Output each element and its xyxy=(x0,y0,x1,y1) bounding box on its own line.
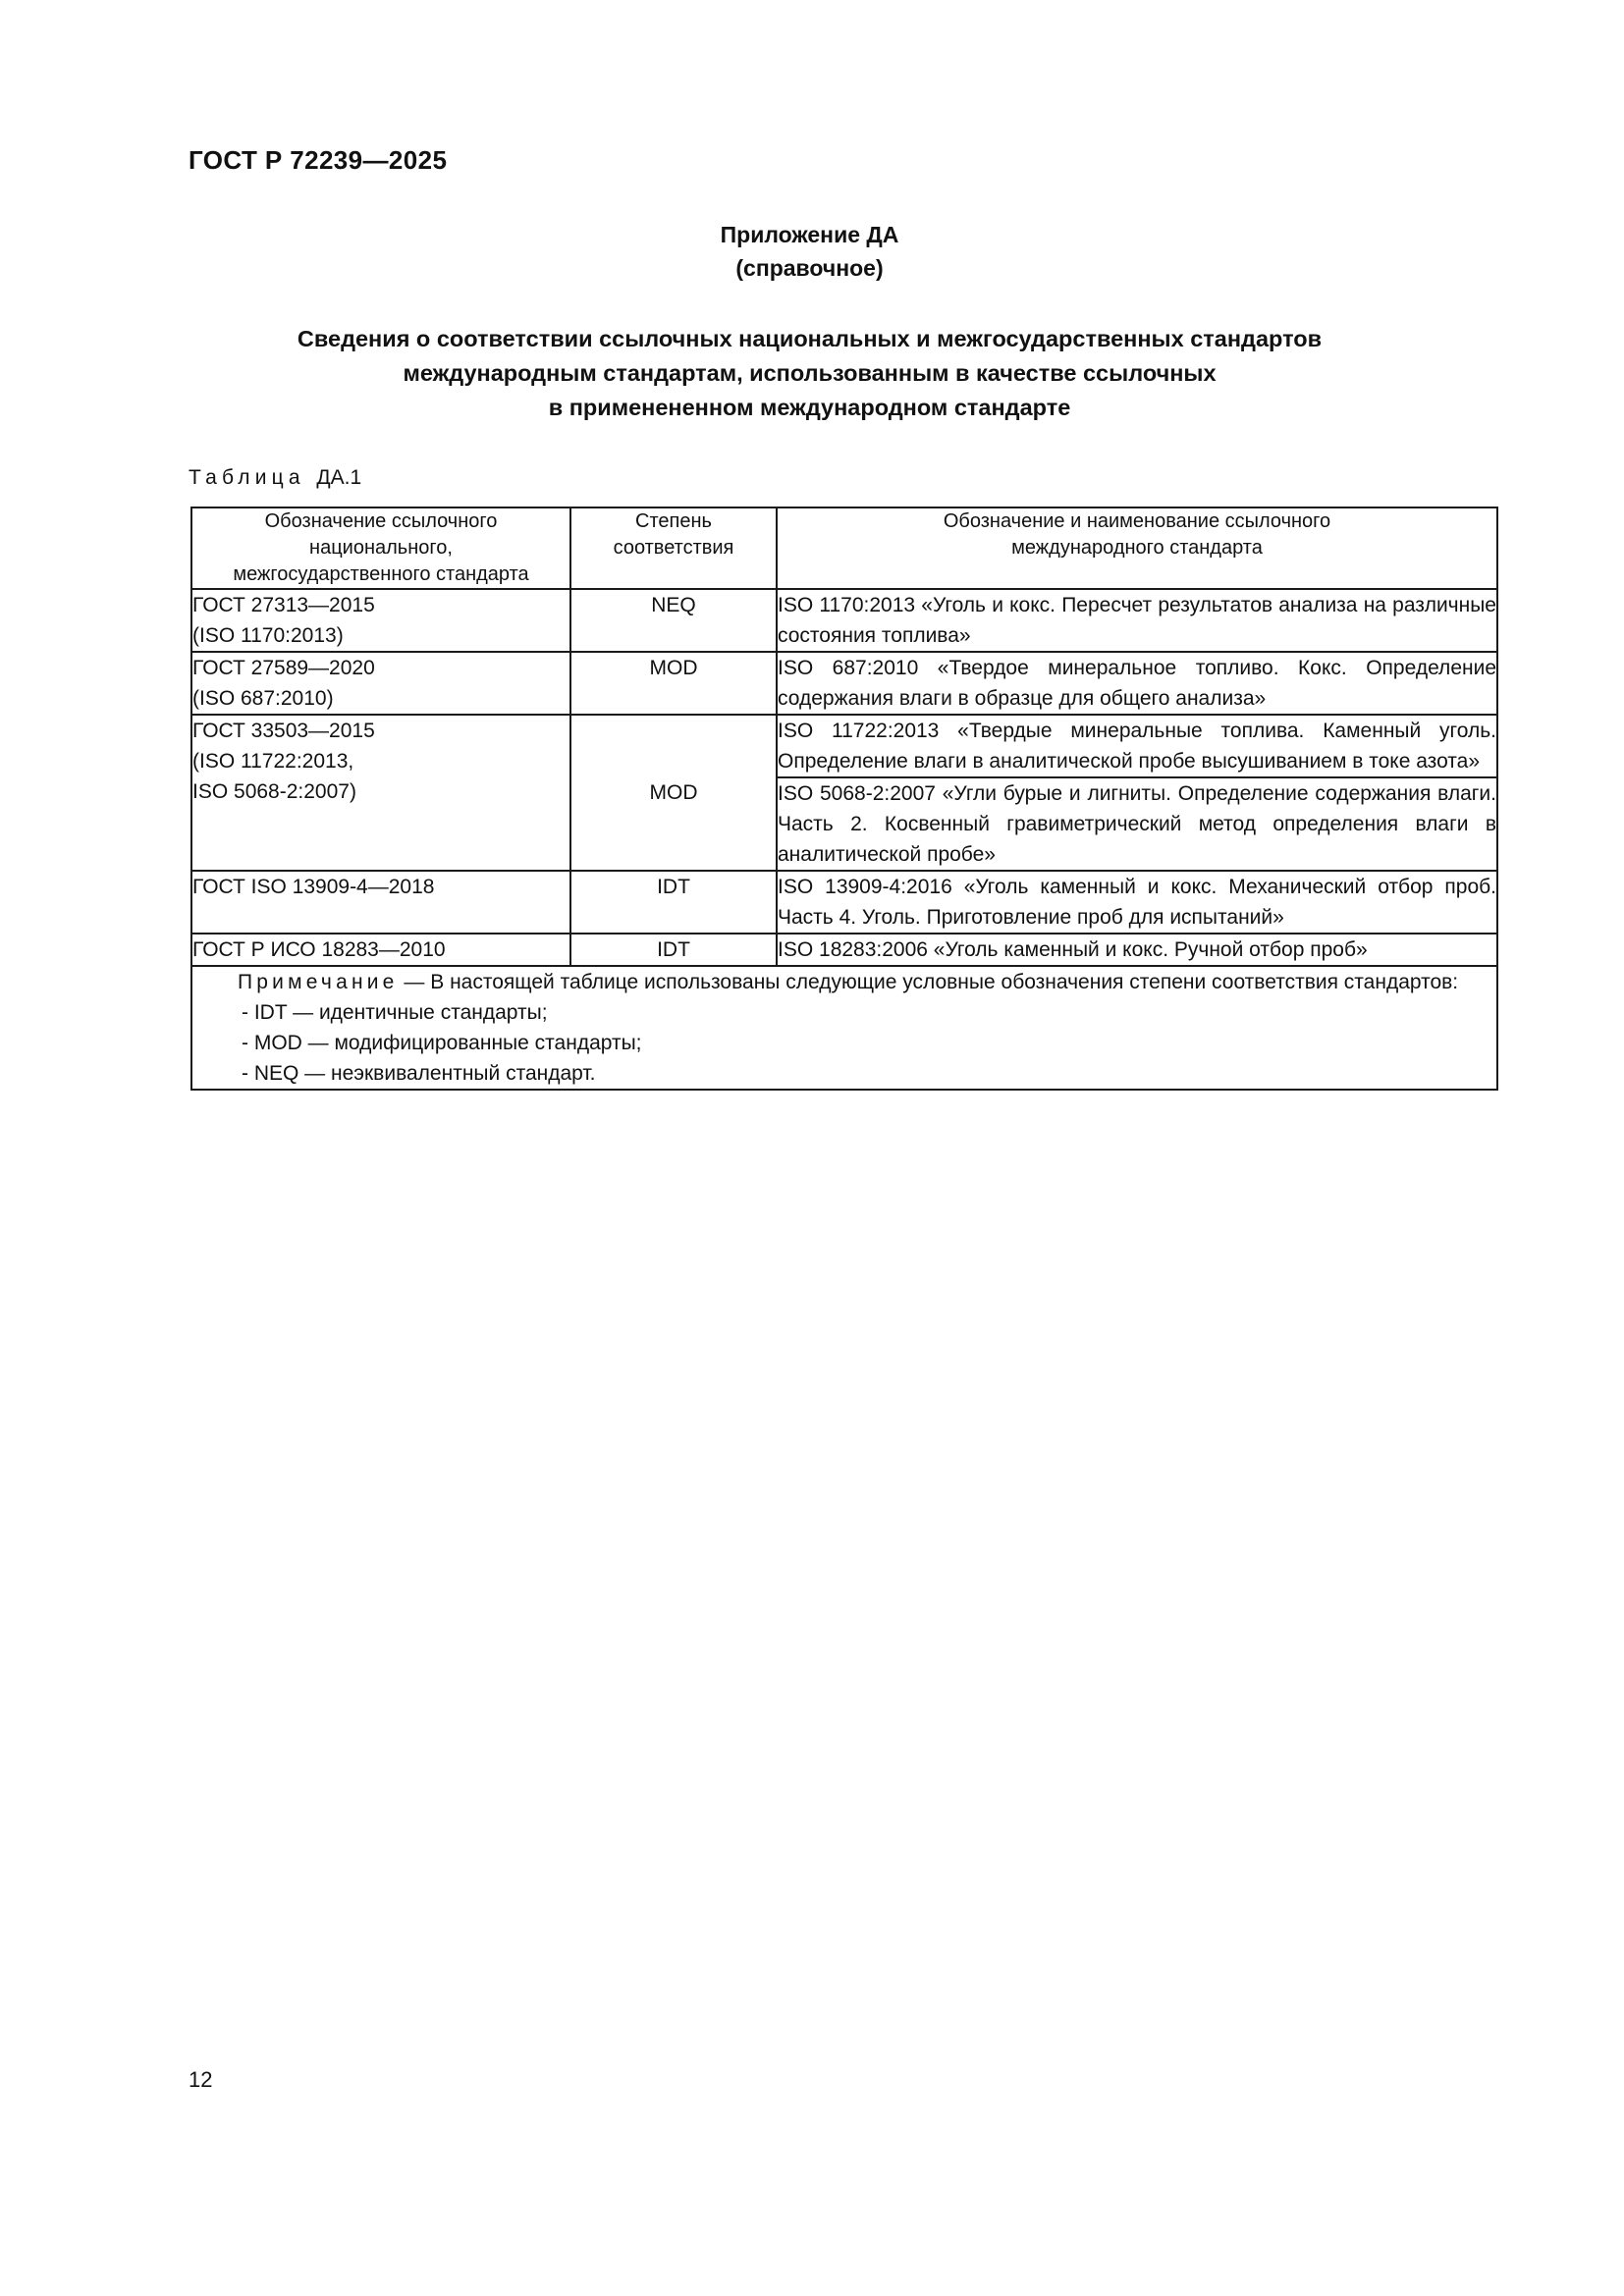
cell-national-standard xyxy=(191,589,570,652)
annex-title-block xyxy=(189,218,1431,425)
column-header-degree xyxy=(570,507,777,589)
cell-national-standard xyxy=(191,934,570,966)
cell-international-standard: ISO 687:2010 «Твердое минеральное топливо. Кокс. Определение содержания влаги в образце для общего анализа» xyxy=(777,652,1497,715)
cell-international-standard: ISO 1170:2013 «Уголь и кокс. Пересчет результатов анализа на различные состояния топлива» xyxy=(777,589,1497,652)
column-header-national-line-2: национального, xyxy=(309,537,453,559)
table-row xyxy=(191,652,1497,715)
cell-international-standard: ISO 5068-2:2007 «Угли бурые и лигниты. Определение содержания влаги. Часть 2. Косвенный гравиметрический метод определения влаги в аналитической пробе» xyxy=(777,777,1497,871)
column-header-degree-line-2: соответствия xyxy=(613,537,734,559)
table-note-text: — В настоящей таблице использованы следующие условные обозначения степени соответствия стандартов: xyxy=(404,971,1459,993)
column-header-national-line-3: межгосударственного стандарта xyxy=(233,563,529,585)
table-note xyxy=(191,966,1497,1090)
table-row xyxy=(191,934,1497,966)
cell-national-standard xyxy=(191,652,570,715)
column-header-international-standard xyxy=(777,507,1497,589)
list-item: - MOD — модифицированные стандарты; xyxy=(242,1032,642,1054)
annex-heading-line-2: международным стандартам, использованным в качестве ссылочных xyxy=(403,360,1217,386)
reference-standards-table xyxy=(190,507,1496,1091)
national-standard-line-1: ГОСТ 27313—2015 xyxy=(192,594,375,616)
cell-national-standard xyxy=(191,871,570,934)
table-row xyxy=(191,589,1497,652)
list-item: - NEQ — неэквивалентный стандарт. xyxy=(242,1062,596,1085)
annex-heading xyxy=(189,322,1431,425)
table-row xyxy=(191,871,1497,934)
cell-degree: MOD xyxy=(570,715,777,871)
cell-degree: NEQ xyxy=(570,589,777,652)
table-header-row xyxy=(191,507,1497,589)
column-header-international-line-1: Обозначение и наименование ссылочного xyxy=(943,510,1331,532)
table-caption-number: ДА.1 xyxy=(316,466,362,489)
table-caption xyxy=(189,466,361,490)
national-standard-line-1: ГОСТ Р ИСО 18283—2010 xyxy=(192,938,446,961)
table-caption-word: Таблица xyxy=(189,466,305,489)
national-standard-line-3: ISO 5068-2:2007) xyxy=(192,780,356,803)
cell-national-standard xyxy=(191,715,570,871)
cell-degree: IDT xyxy=(570,934,777,966)
national-standard-line-2: (ISO 1170:2013) xyxy=(192,624,344,647)
table-note-list xyxy=(192,997,1496,1089)
national-standard-line-1: ГОСТ ISO 13909-4—2018 xyxy=(192,876,435,898)
column-header-degree-line-1: Степень xyxy=(635,510,712,532)
table-note-row xyxy=(191,966,1497,1090)
national-standard-line-2: (ISO 11722:2013, xyxy=(192,750,354,773)
cell-international-standard: ISO 11722:2013 «Твердые минеральные топлива. Каменный уголь. Определение влаги в аналитической пробе высушиванием в токе азота» xyxy=(777,715,1497,777)
cell-international-standard: ISO 13909-4:2016 «Уголь каменный и кокс. Механический отбор проб. Часть 4. Уголь. Приготовление проб для испытаний» xyxy=(777,871,1497,934)
table-note-paragraph xyxy=(192,967,1496,997)
annex-heading-line-1: Сведения о соответствии ссылочных национальных и межгосударственных стандартов xyxy=(297,326,1323,351)
column-header-international-line-2: международного стандарта xyxy=(1011,537,1263,559)
annex-name: Приложение ДА xyxy=(720,222,899,247)
table-note-label: Примечание xyxy=(238,971,399,993)
national-standard-line-2: (ISO 687:2010) xyxy=(192,687,334,710)
cell-degree: IDT xyxy=(570,871,777,934)
annex-kind: (справочное) xyxy=(735,255,884,281)
cell-degree: MOD xyxy=(570,652,777,715)
running-header-standard-number: ГОСТ Р 72239—2025 xyxy=(189,145,448,175)
annex-heading-line-3: в применененном международном стандарте xyxy=(548,395,1071,420)
cell-international-standard: ISO 18283:2006 «Уголь каменный и кокс. Ручной отбор проб» xyxy=(777,934,1497,966)
column-header-national-standard xyxy=(191,507,570,589)
national-standard-line-1: ГОСТ 33503—2015 xyxy=(192,720,375,742)
table-row xyxy=(191,715,1497,777)
list-item: - IDT — идентичные стандарты; xyxy=(242,1001,548,1024)
page-number: 12 xyxy=(189,2067,213,2092)
column-header-national-line-1: Обозначение ссылочного xyxy=(264,510,498,532)
national-standard-line-1: ГОСТ 27589—2020 xyxy=(192,657,375,679)
